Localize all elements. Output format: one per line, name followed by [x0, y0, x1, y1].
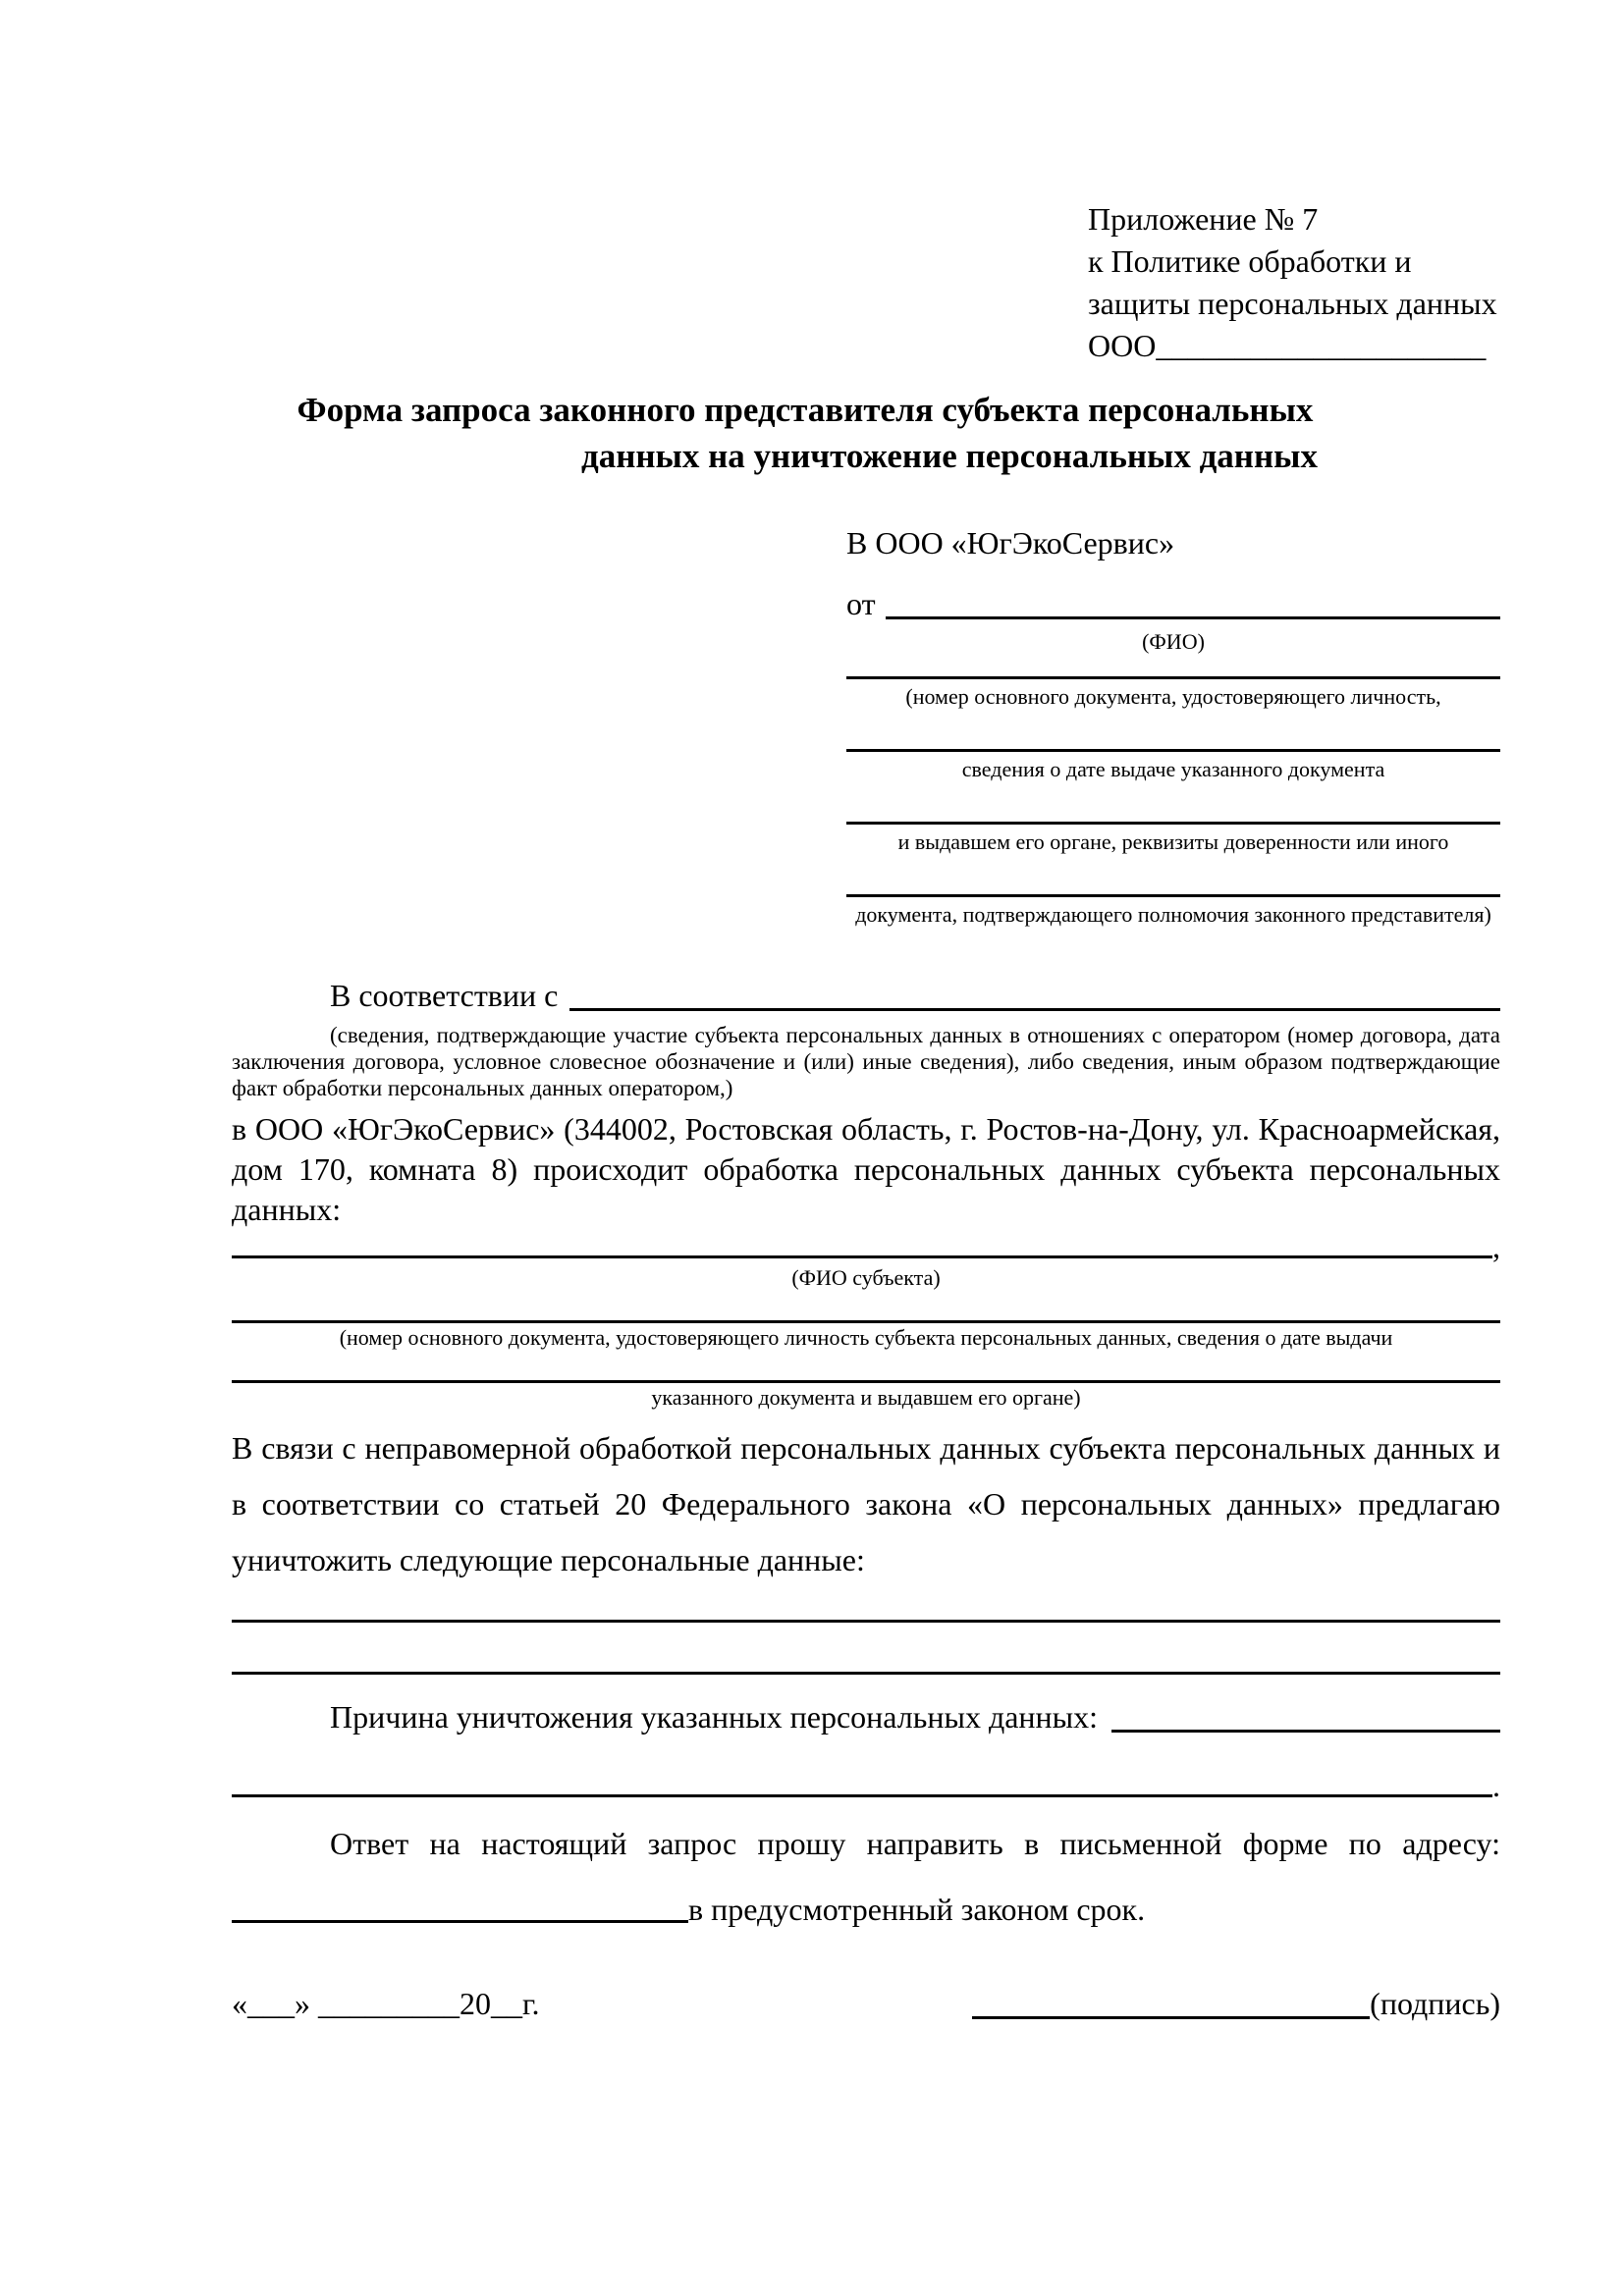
doc-blank-line-1 — [846, 676, 1500, 679]
reason-label: Причина уничтожения указанных персональных данных: — [330, 1699, 1099, 1735]
subject-comma: , — [1492, 1229, 1500, 1264]
annex-block — [1088, 198, 1500, 367]
accordance-row — [232, 975, 1500, 1016]
fio-caption: (ФИО) — [1142, 629, 1205, 654]
reply-address-row — [232, 1872, 1500, 1928]
form-title-line-1: Форма запроса законного представителя субъекта персональных — [297, 391, 1314, 429]
footer-row — [232, 1983, 1500, 2024]
request-paragraph: В связи с неправомерной обработкой персональных данных субъекта персональных данных и в соответствии со статьей 20 Федерального закона «О персональных данных» предлагаю уничтожить следующие персональные данные: — [232, 1430, 1500, 1577]
reason-blank-line — [1111, 1730, 1500, 1733]
operator-paragraph: в ООО «ЮгЭкоСервис» (344002, Ростовская область, г. Ростов-на-Дону, ул. Красноармейская, дом 170, комната 8) происходит обработка персональных данных субъекта персональных данных: — [232, 1111, 1500, 1227]
subject-doc-blank-line-2 — [232, 1380, 1500, 1383]
subject-doc-caption-1: (номер основного документа, удостоверяющего личность субъекта персональных данных, сведения о дате выдачи — [339, 1325, 1393, 1350]
data-blank-line-2 — [232, 1672, 1500, 1675]
reason-continuation-row — [232, 1769, 1500, 1802]
annex-ooo-blank: ООО_____________________ — [1088, 328, 1487, 363]
from-row — [846, 583, 1500, 624]
doc-caption-4: документа, подтверждающего полномочия законного представителя) — [855, 902, 1491, 927]
doc-caption-1: (номер основного документа, удостоверяющего личность, — [905, 684, 1441, 709]
doc-blank-line-2 — [846, 749, 1500, 752]
reply-address-blank-line — [232, 1920, 688, 1923]
form-title-line-2: данных на уничтожение персональных данных — [581, 437, 1318, 475]
signature-group — [972, 1983, 1500, 2024]
reason-blank-line-2 — [232, 1794, 1492, 1797]
accordance-blank-line — [569, 1008, 1500, 1011]
form-title — [232, 387, 1500, 479]
data-blank-line-1 — [232, 1620, 1500, 1623]
doc-caption-3: и выдавшем его органе, реквизиты доверенности или иного — [897, 829, 1449, 854]
subject-fio-caption: (ФИО субъекта) — [791, 1265, 941, 1290]
doc-caption-2: сведения о дате выдаче указанного документа — [961, 757, 1385, 781]
signature-blank-line — [972, 2016, 1370, 2019]
annex-line-2: к Политике обработки и — [1088, 243, 1412, 279]
accordance-note: (сведения, подтверждающие участие субъекта персональных данных в отношениях с оператором (номер договора, дата заключения договора, условное словесное обозначение и (или) иные сведения), либо сведения, иным образом подтверждающие факт обработки персональных данных оператором,) — [232, 1023, 1500, 1100]
subject-fio-row — [232, 1230, 1500, 1263]
reason-row — [232, 1696, 1500, 1737]
reply-tail: в предусмотренный законом срок. — [688, 1892, 1146, 1927]
reply-paragraph: Ответ на настоящий запрос прошу направить в письменной форме по адресу: — [330, 1826, 1500, 1861]
subject-doc-blank-line-1 — [232, 1320, 1500, 1323]
addressee-to: В ООО «ЮгЭкоСервис» — [846, 525, 1175, 561]
subject-doc-caption-2: указанного документа и выдавшем его органе) — [651, 1385, 1081, 1410]
doc-blank-line-4 — [846, 894, 1500, 897]
addressee-block — [846, 522, 1500, 928]
signature-caption: (подпись) — [1370, 1986, 1500, 2021]
from-blank-line — [886, 616, 1500, 619]
from-label: от — [846, 586, 876, 621]
date-blank: «___» _________20__г. — [232, 1986, 540, 2021]
annex-line-3: защиты персональных данных — [1088, 286, 1497, 321]
subject-fio-blank-line — [232, 1255, 1492, 1258]
reason-period: . — [1492, 1768, 1500, 1803]
accordance-label: В соответствии с — [330, 978, 559, 1013]
annex-line-1: Приложение № 7 — [1088, 201, 1319, 237]
doc-blank-line-3 — [846, 822, 1500, 825]
